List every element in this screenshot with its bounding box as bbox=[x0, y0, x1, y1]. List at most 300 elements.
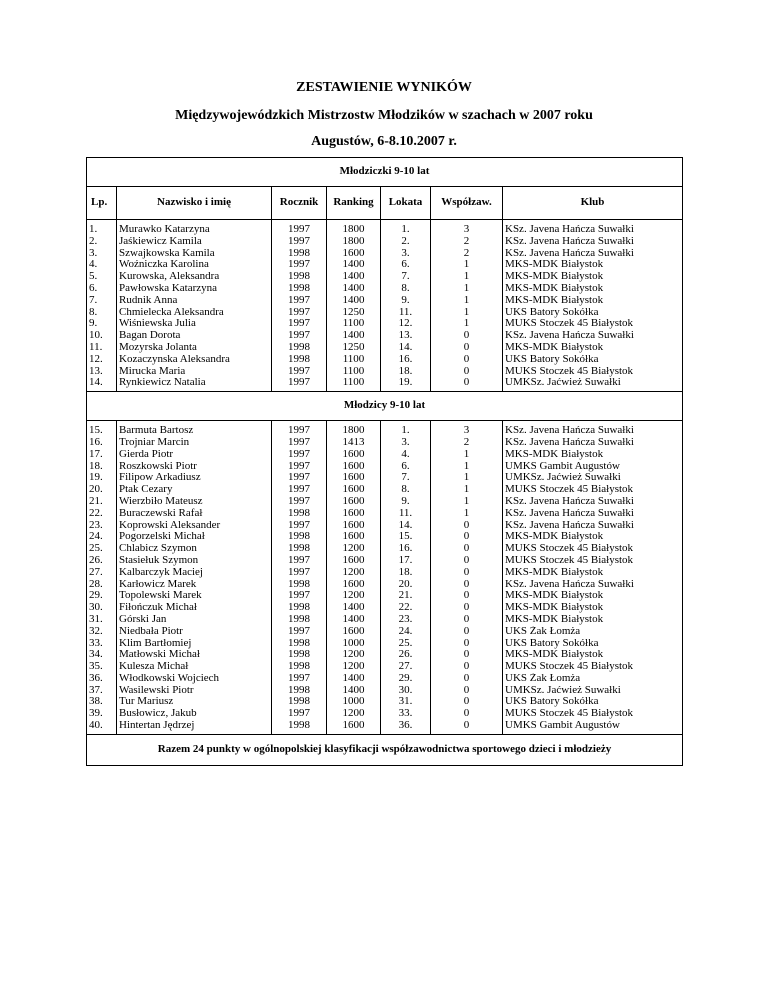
cell-points: 2 bbox=[431, 236, 503, 248]
cell-ranking: 1413 bbox=[327, 437, 381, 449]
cell-place: 31. bbox=[381, 696, 431, 708]
cell-year: 1998 bbox=[272, 283, 327, 295]
cell-lp: 29. bbox=[87, 590, 117, 602]
cell-year: 1997 bbox=[272, 220, 327, 236]
cell-name: Fiłończuk Michał bbox=[117, 602, 272, 614]
cell-points: 3 bbox=[431, 421, 503, 437]
cell-ranking: 1800 bbox=[327, 421, 381, 437]
table-row bbox=[87, 449, 683, 461]
table-row bbox=[87, 673, 683, 685]
cell-ranking: 1400 bbox=[327, 602, 381, 614]
cell-lp: 20. bbox=[87, 484, 117, 496]
cell-club: UMKSz. Jaćwież Suwałki bbox=[503, 685, 683, 697]
cell-name: Barmuta Bartosz bbox=[117, 421, 272, 437]
cell-club: MUKS Stoczek 45 Białystok bbox=[503, 555, 683, 567]
cell-place: 17. bbox=[381, 555, 431, 567]
cell-ranking: 1600 bbox=[327, 484, 381, 496]
cell-ranking: 1800 bbox=[327, 236, 381, 248]
header-points: Współzaw. bbox=[431, 187, 503, 220]
table-row bbox=[87, 638, 683, 650]
cell-ranking: 1400 bbox=[327, 295, 381, 307]
cell-club: KSz. Javena Hańcza Suwałki bbox=[503, 508, 683, 520]
cell-place: 2. bbox=[381, 236, 431, 248]
cell-lp: 2. bbox=[87, 236, 117, 248]
table-row bbox=[87, 271, 683, 283]
cell-year: 1997 bbox=[272, 555, 327, 567]
cell-lp: 24. bbox=[87, 531, 117, 543]
cell-club: KSz. Javena Hańcza Suwałki bbox=[503, 330, 683, 342]
table-row bbox=[87, 484, 683, 496]
cell-lp: 39. bbox=[87, 708, 117, 720]
cell-lp: 1. bbox=[87, 220, 117, 236]
cell-name: Koprowski Aleksander bbox=[117, 520, 272, 532]
cell-year: 1997 bbox=[272, 330, 327, 342]
table-row bbox=[87, 472, 683, 484]
cell-name: Matłowski Michał bbox=[117, 649, 272, 661]
cell-ranking: 1200 bbox=[327, 543, 381, 555]
cell-year: 1998 bbox=[272, 638, 327, 650]
cell-points: 1 bbox=[431, 259, 503, 271]
cell-year: 1997 bbox=[272, 421, 327, 437]
cell-club: KSz. Javena Hańcza Suwałki bbox=[503, 437, 683, 449]
cell-year: 1997 bbox=[272, 236, 327, 248]
cell-place: 16. bbox=[381, 354, 431, 366]
cell-club: UKS Żak Łomża bbox=[503, 626, 683, 638]
cell-place: 1. bbox=[381, 421, 431, 437]
cell-year: 1997 bbox=[272, 472, 327, 484]
cell-points: 0 bbox=[431, 626, 503, 638]
cell-name: Wasilewski Piotr bbox=[117, 685, 272, 697]
cell-points: 0 bbox=[431, 543, 503, 555]
cell-place: 6. bbox=[381, 461, 431, 473]
cell-name: Buraczewski Rafał bbox=[117, 508, 272, 520]
cell-place: 13. bbox=[381, 330, 431, 342]
cell-club: MKS-MDK Białystok bbox=[503, 259, 683, 271]
cell-year: 1997 bbox=[272, 708, 327, 720]
cell-club: MKS-MDK Białystok bbox=[503, 283, 683, 295]
cell-points: 0 bbox=[431, 531, 503, 543]
table-row bbox=[87, 307, 683, 319]
table-row bbox=[87, 330, 683, 342]
cell-place: 8. bbox=[381, 283, 431, 295]
cell-club: MKS-MDK Białystok bbox=[503, 271, 683, 283]
cell-year: 1998 bbox=[272, 531, 327, 543]
cell-name: Gierda Piotr bbox=[117, 449, 272, 461]
cell-name: Trojniar Marcin bbox=[117, 437, 272, 449]
cell-year: 1998 bbox=[272, 342, 327, 354]
cell-club: UKS Batory Sokółka bbox=[503, 696, 683, 708]
table-row bbox=[87, 220, 683, 236]
cell-club: MUKS Stoczek 45 Białystok bbox=[503, 366, 683, 378]
cell-year: 1998 bbox=[272, 649, 327, 661]
table-header-row bbox=[87, 187, 683, 220]
cell-ranking: 1100 bbox=[327, 377, 381, 391]
table-row bbox=[87, 579, 683, 591]
cell-points: 0 bbox=[431, 342, 503, 354]
cell-points: 1 bbox=[431, 449, 503, 461]
table-row bbox=[87, 685, 683, 697]
cell-place: 11. bbox=[381, 508, 431, 520]
table-row bbox=[87, 661, 683, 673]
cell-lp: 8. bbox=[87, 307, 117, 319]
cell-place: 36. bbox=[381, 720, 431, 734]
cell-year: 1998 bbox=[272, 543, 327, 555]
cell-points: 0 bbox=[431, 567, 503, 579]
cell-year: 1997 bbox=[272, 496, 327, 508]
cell-year: 1997 bbox=[272, 626, 327, 638]
cell-club: MKS-MDK Białystok bbox=[503, 449, 683, 461]
table-row bbox=[87, 248, 683, 260]
cell-name: Rudnik Anna bbox=[117, 295, 272, 307]
cell-lp: 9. bbox=[87, 318, 117, 330]
document-place-date: Augustów, 6-8.10.2007 r. bbox=[311, 134, 457, 149]
cell-place: 16. bbox=[381, 543, 431, 555]
cell-points: 0 bbox=[431, 673, 503, 685]
cell-name: Chlabicz Szymon bbox=[117, 543, 272, 555]
header-club: Klub bbox=[503, 187, 683, 220]
cell-club: UMKS Gambit Augustów bbox=[503, 461, 683, 473]
cell-year: 1997 bbox=[272, 318, 327, 330]
cell-club: KSz. Javena Hańcza Suwałki bbox=[503, 496, 683, 508]
table-row bbox=[87, 614, 683, 626]
table-row bbox=[87, 318, 683, 330]
cell-place: 30. bbox=[381, 685, 431, 697]
cell-lp: 15. bbox=[87, 421, 117, 437]
cell-points: 0 bbox=[431, 685, 503, 697]
table-row bbox=[87, 626, 683, 638]
cell-place: 22. bbox=[381, 602, 431, 614]
cell-name: Mirucka Maria bbox=[117, 366, 272, 378]
cell-place: 4. bbox=[381, 449, 431, 461]
cell-points: 0 bbox=[431, 720, 503, 734]
cell-club: MUKS Stoczek 45 Białystok bbox=[503, 318, 683, 330]
cell-name: Włodkowski Wojciech bbox=[117, 673, 272, 685]
table-row bbox=[87, 508, 683, 520]
cell-name: Szwajkowska Kamila bbox=[117, 248, 272, 260]
cell-club: MKS-MDK Białystok bbox=[503, 342, 683, 354]
cell-year: 1997 bbox=[272, 307, 327, 319]
cell-lp: 30. bbox=[87, 602, 117, 614]
cell-lp: 4. bbox=[87, 259, 117, 271]
table-row bbox=[87, 461, 683, 473]
cell-lp: 6. bbox=[87, 283, 117, 295]
cell-place: 25. bbox=[381, 638, 431, 650]
cell-ranking: 1600 bbox=[327, 248, 381, 260]
cell-points: 0 bbox=[431, 708, 503, 720]
cell-lp: 33. bbox=[87, 638, 117, 650]
document-title: ZESTAWIENIE WYNIKÓW bbox=[296, 80, 472, 95]
cell-place: 27. bbox=[381, 661, 431, 673]
table-row bbox=[87, 342, 683, 354]
cell-place: 14. bbox=[381, 342, 431, 354]
cell-name: Kalbarczyk Maciej bbox=[117, 567, 272, 579]
cell-place: 33. bbox=[381, 708, 431, 720]
cell-lp: 16. bbox=[87, 437, 117, 449]
cell-place: 19. bbox=[381, 377, 431, 391]
cell-points: 1 bbox=[431, 472, 503, 484]
cell-year: 1997 bbox=[272, 461, 327, 473]
cell-points: 1 bbox=[431, 283, 503, 295]
cell-club: UKS Batory Sokółka bbox=[503, 638, 683, 650]
table-row bbox=[87, 366, 683, 378]
cell-ranking: 1600 bbox=[327, 720, 381, 734]
table-row bbox=[87, 696, 683, 708]
cell-club: MUKS Stoczek 45 Białystok bbox=[503, 708, 683, 720]
cell-lp: 40. bbox=[87, 720, 117, 734]
cell-ranking: 1100 bbox=[327, 318, 381, 330]
cell-club: KSz. Javena Hańcza Suwałki bbox=[503, 579, 683, 591]
cell-place: 6. bbox=[381, 259, 431, 271]
cell-points: 1 bbox=[431, 461, 503, 473]
table-row bbox=[87, 377, 683, 391]
table-row bbox=[87, 543, 683, 555]
table-row bbox=[87, 421, 683, 437]
cell-place: 24. bbox=[381, 626, 431, 638]
cell-place: 29. bbox=[381, 673, 431, 685]
cell-lp: 27. bbox=[87, 567, 117, 579]
cell-points: 1 bbox=[431, 484, 503, 496]
cell-place: 11. bbox=[381, 307, 431, 319]
cell-place: 8. bbox=[381, 484, 431, 496]
cell-points: 0 bbox=[431, 649, 503, 661]
table-row bbox=[87, 295, 683, 307]
table-row bbox=[87, 354, 683, 366]
cell-lp: 38. bbox=[87, 696, 117, 708]
cell-ranking: 1600 bbox=[327, 472, 381, 484]
cell-ranking: 1250 bbox=[327, 342, 381, 354]
cell-lp: 28. bbox=[87, 579, 117, 591]
cell-year: 1997 bbox=[272, 366, 327, 378]
cell-lp: 37. bbox=[87, 685, 117, 697]
header-place: Lokata bbox=[381, 187, 431, 220]
cell-place: 7. bbox=[381, 472, 431, 484]
header-ranking: Ranking bbox=[327, 187, 381, 220]
cell-place: 15. bbox=[381, 531, 431, 543]
cell-ranking: 1400 bbox=[327, 271, 381, 283]
cell-points: 0 bbox=[431, 614, 503, 626]
cell-points: 0 bbox=[431, 555, 503, 567]
cell-ranking: 1000 bbox=[327, 638, 381, 650]
cell-points: 0 bbox=[431, 638, 503, 650]
table-row bbox=[87, 236, 683, 248]
cell-lp: 18. bbox=[87, 461, 117, 473]
cell-lp: 19. bbox=[87, 472, 117, 484]
footer-summary: Razem 24 punkty w ogólnopolskiej klasyfikacji współzawodnictwa sportowego dzieci i młodzieży bbox=[87, 734, 683, 765]
cell-club: KSz. Javena Hańcza Suwałki bbox=[503, 520, 683, 532]
cell-year: 1998 bbox=[272, 696, 327, 708]
cell-ranking: 1600 bbox=[327, 579, 381, 591]
cell-lp: 35. bbox=[87, 661, 117, 673]
cell-club: MKS-MDK Białystok bbox=[503, 614, 683, 626]
cell-year: 1998 bbox=[272, 614, 327, 626]
cell-name: Klim Bartłomiej bbox=[117, 638, 272, 650]
cell-points: 1 bbox=[431, 318, 503, 330]
cell-club: MKS-MDK Białystok bbox=[503, 531, 683, 543]
cell-points: 0 bbox=[431, 330, 503, 342]
cell-lp: 14. bbox=[87, 377, 117, 391]
cell-year: 1997 bbox=[272, 295, 327, 307]
table-row bbox=[87, 555, 683, 567]
cell-year: 1997 bbox=[272, 520, 327, 532]
cell-points: 1 bbox=[431, 307, 503, 319]
cell-place: 7. bbox=[381, 271, 431, 283]
cell-ranking: 1600 bbox=[327, 520, 381, 532]
cell-lp: 25. bbox=[87, 543, 117, 555]
cell-points: 2 bbox=[431, 437, 503, 449]
cell-ranking: 1400 bbox=[327, 685, 381, 697]
cell-name: Górski Jan bbox=[117, 614, 272, 626]
cell-name: Ptak Cezary bbox=[117, 484, 272, 496]
cell-place: 18. bbox=[381, 567, 431, 579]
cell-name: Niedbała Piotr bbox=[117, 626, 272, 638]
cell-lp: 21. bbox=[87, 496, 117, 508]
cell-ranking: 1600 bbox=[327, 508, 381, 520]
cell-points: 1 bbox=[431, 295, 503, 307]
cell-ranking: 1400 bbox=[327, 283, 381, 295]
table-row bbox=[87, 567, 683, 579]
cell-lp: 10. bbox=[87, 330, 117, 342]
cell-lp: 11. bbox=[87, 342, 117, 354]
table-row bbox=[87, 437, 683, 449]
cell-club: UMKS Gambit Augustów bbox=[503, 720, 683, 734]
cell-ranking: 1200 bbox=[327, 567, 381, 579]
cell-club: KSz. Javena Hańcza Suwałki bbox=[503, 236, 683, 248]
cell-lp: 12. bbox=[87, 354, 117, 366]
cell-club: MKS-MDK Białystok bbox=[503, 602, 683, 614]
cell-place: 18. bbox=[381, 366, 431, 378]
cell-club: UMKSz. Jaćwież Suwałki bbox=[503, 377, 683, 391]
header-year: Rocznik bbox=[272, 187, 327, 220]
cell-points: 0 bbox=[431, 602, 503, 614]
cell-club: MUKS Stoczek 45 Białystok bbox=[503, 484, 683, 496]
cell-place: 14. bbox=[381, 520, 431, 532]
cell-club: MKS-MDK Białystok bbox=[503, 590, 683, 602]
cell-lp: 36. bbox=[87, 673, 117, 685]
cell-club: MUKS Stoczek 45 Białystok bbox=[503, 661, 683, 673]
cell-club: MUKS Stoczek 45 Białystok bbox=[503, 543, 683, 555]
cell-lp: 34. bbox=[87, 649, 117, 661]
cell-points: 0 bbox=[431, 661, 503, 673]
cell-ranking: 1200 bbox=[327, 708, 381, 720]
cell-name: Busłowicz, Jakub bbox=[117, 708, 272, 720]
cell-place: 3. bbox=[381, 248, 431, 260]
cell-lp: 13. bbox=[87, 366, 117, 378]
cell-club: UKS Batory Sokółka bbox=[503, 354, 683, 366]
cell-place: 1. bbox=[381, 220, 431, 236]
cell-points: 3 bbox=[431, 220, 503, 236]
cell-name: Pawłowska Katarzyna bbox=[117, 283, 272, 295]
cell-year: 1997 bbox=[272, 377, 327, 391]
cell-ranking: 1600 bbox=[327, 531, 381, 543]
cell-name: Rynkiewicz Natalia bbox=[117, 377, 272, 391]
cell-points: 1 bbox=[431, 496, 503, 508]
document-subtitle: Międzywojewódzkich Mistrzostw Młodzików w szachach w 2007 roku bbox=[175, 108, 593, 123]
cell-points: 0 bbox=[431, 579, 503, 591]
cell-name: Roszkowski Piotr bbox=[117, 461, 272, 473]
cell-name: Kurowska, Aleksandra bbox=[117, 271, 272, 283]
cell-lp: 17. bbox=[87, 449, 117, 461]
cell-club: UKS Żak Łomża bbox=[503, 673, 683, 685]
cell-lp: 22. bbox=[87, 508, 117, 520]
table-row bbox=[87, 720, 683, 734]
cell-ranking: 1600 bbox=[327, 449, 381, 461]
cell-place: 12. bbox=[381, 318, 431, 330]
cell-club: MKS-MDK Białystok bbox=[503, 295, 683, 307]
cell-year: 1998 bbox=[272, 685, 327, 697]
table-row bbox=[87, 520, 683, 532]
cell-name: Kulesza Michał bbox=[117, 661, 272, 673]
table-row bbox=[87, 531, 683, 543]
cell-year: 1998 bbox=[272, 661, 327, 673]
header-lp: Lp. bbox=[87, 187, 117, 220]
cell-year: 1998 bbox=[272, 248, 327, 260]
cell-ranking: 1800 bbox=[327, 220, 381, 236]
cell-year: 1998 bbox=[272, 508, 327, 520]
table-row bbox=[87, 283, 683, 295]
cell-year: 1997 bbox=[272, 449, 327, 461]
cell-name: Stasiełuk Szymon bbox=[117, 555, 272, 567]
cell-name: Mozyrska Jolanta bbox=[117, 342, 272, 354]
cell-lp: 26. bbox=[87, 555, 117, 567]
cell-place: 9. bbox=[381, 295, 431, 307]
cell-points: 0 bbox=[431, 366, 503, 378]
cell-lp: 5. bbox=[87, 271, 117, 283]
table-row bbox=[87, 590, 683, 602]
cell-name: Jaśkiewicz Kamila bbox=[117, 236, 272, 248]
cell-year: 1997 bbox=[272, 673, 327, 685]
cell-ranking: 1200 bbox=[327, 661, 381, 673]
cell-club: UKS Batory Sokółka bbox=[503, 307, 683, 319]
cell-ranking: 1100 bbox=[327, 366, 381, 378]
cell-name: Wiśniewska Julia bbox=[117, 318, 272, 330]
cell-place: 26. bbox=[381, 649, 431, 661]
cell-place: 9. bbox=[381, 496, 431, 508]
cell-lp: 32. bbox=[87, 626, 117, 638]
cell-place: 3. bbox=[381, 437, 431, 449]
cell-ranking: 1600 bbox=[327, 555, 381, 567]
cell-lp: 23. bbox=[87, 520, 117, 532]
cell-points: 0 bbox=[431, 377, 503, 391]
cell-points: 0 bbox=[431, 590, 503, 602]
cell-ranking: 1400 bbox=[327, 259, 381, 271]
cell-year: 1997 bbox=[272, 437, 327, 449]
cell-year: 1998 bbox=[272, 720, 327, 734]
cell-points: 0 bbox=[431, 520, 503, 532]
cell-name: Hintertan Jędrzej bbox=[117, 720, 272, 734]
cell-points: 1 bbox=[431, 508, 503, 520]
table-row bbox=[87, 496, 683, 508]
cell-lp: 7. bbox=[87, 295, 117, 307]
cell-year: 1998 bbox=[272, 271, 327, 283]
cell-name: Filipow Arkadiusz bbox=[117, 472, 272, 484]
cell-club: UMKSz. Jaćwież Suwałki bbox=[503, 472, 683, 484]
cell-club: KSz. Javena Hańcza Suwałki bbox=[503, 421, 683, 437]
cell-club: MKS-MDK Białystok bbox=[503, 567, 683, 579]
cell-year: 1998 bbox=[272, 354, 327, 366]
cell-ranking: 1000 bbox=[327, 696, 381, 708]
cell-ranking: 1600 bbox=[327, 626, 381, 638]
table-row bbox=[87, 649, 683, 661]
section-title: Młodzicy 9-10 lat bbox=[87, 392, 683, 421]
cell-place: 23. bbox=[381, 614, 431, 626]
cell-points: 0 bbox=[431, 696, 503, 708]
header-name: Nazwisko i imię bbox=[117, 187, 272, 220]
cell-points: 0 bbox=[431, 354, 503, 366]
cell-club: KSz. Javena Hańcza Suwałki bbox=[503, 220, 683, 236]
cell-name: Karłowicz Marek bbox=[117, 579, 272, 591]
cell-name: Tur Mariusz bbox=[117, 696, 272, 708]
cell-ranking: 1400 bbox=[327, 330, 381, 342]
